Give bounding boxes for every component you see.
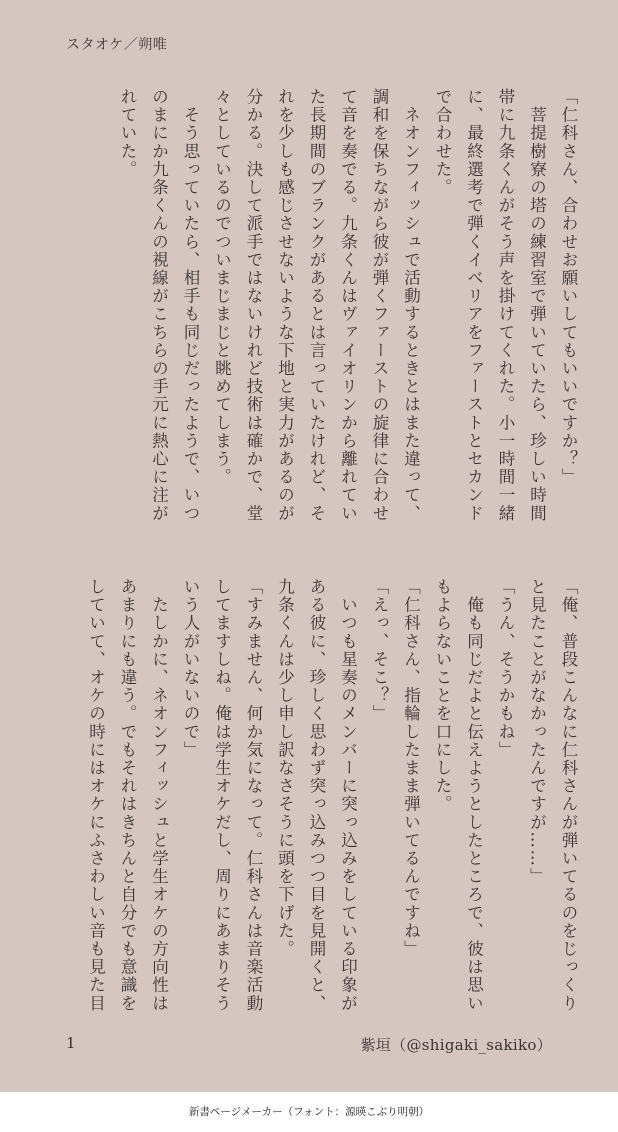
body-text-top: 「仁科さん、合わせお願いしてもいいですか？」 菩提樹寮の塔の練習室で弾いていたら、珍しい時間 帯に九条くんがそう声を掛けてくれた。小一時間一緒 に、最終選考で弾くイベリアをファーストとセカンド で合わせた。 ネオンフィッシュで活動するときとはまた違って、 調和を保ちながら彼が弾くファーストの旋律に合わせ て音を奏でる。九条くんはヴァイオリンから離れてい た長期間のブランクがあるとは言っていたけれど、そ れを少しも感じさせないような下地と実力があるのが 分かる。決して派手ではないけれど技術は確かで、堂 々としているのでついまじまじと眺めてしまう。 そう思っていたら、相手も同じだったようで、いつ のまにか九条くんの視線がこちらの手元に熱心に注が れていた。 (118, 88, 578, 523)
author-credit: 紫垣（@shigaki_sakiko） (360, 1036, 552, 1054)
body-text-bottom: 「俺、普段こんなに仁科さんが弾いてるのをじっくり と見たことがなかったんですが……」 「うん、そうかもね」 俺も同じだよと伝えようとしたところで、彼は思い もよらないことを口にした。 「仁科さん、指輪したまま弾いてるんですね」 「えっ、そこ？」 いつも星奏のメンバーに突っ込みをしている印象が ある彼に、珍しく思わず突っ込みつつ目を見開くと、 九条くんは少し申し訳なさそうに頭を下げた。 「すみません、何か気になって。仁科さんは音楽活動 してますしね。俺は学生オケだし、周りにあまりそう いう人がいないので」 たしかに、ネオンフィッシュと学生オケの方向性は あまりにも違う。でもそれはきちんと自分でも意識を していて、オケの時にはオケにふさわしい音も見た目 (86, 578, 578, 1013)
generator-credit: 新書ページメーカー（フォント：源暎こぶり明朝） (0, 1092, 618, 1132)
page-number: 1 (66, 1034, 76, 1052)
header-title: スタオケ／朔唯 (66, 37, 168, 53)
